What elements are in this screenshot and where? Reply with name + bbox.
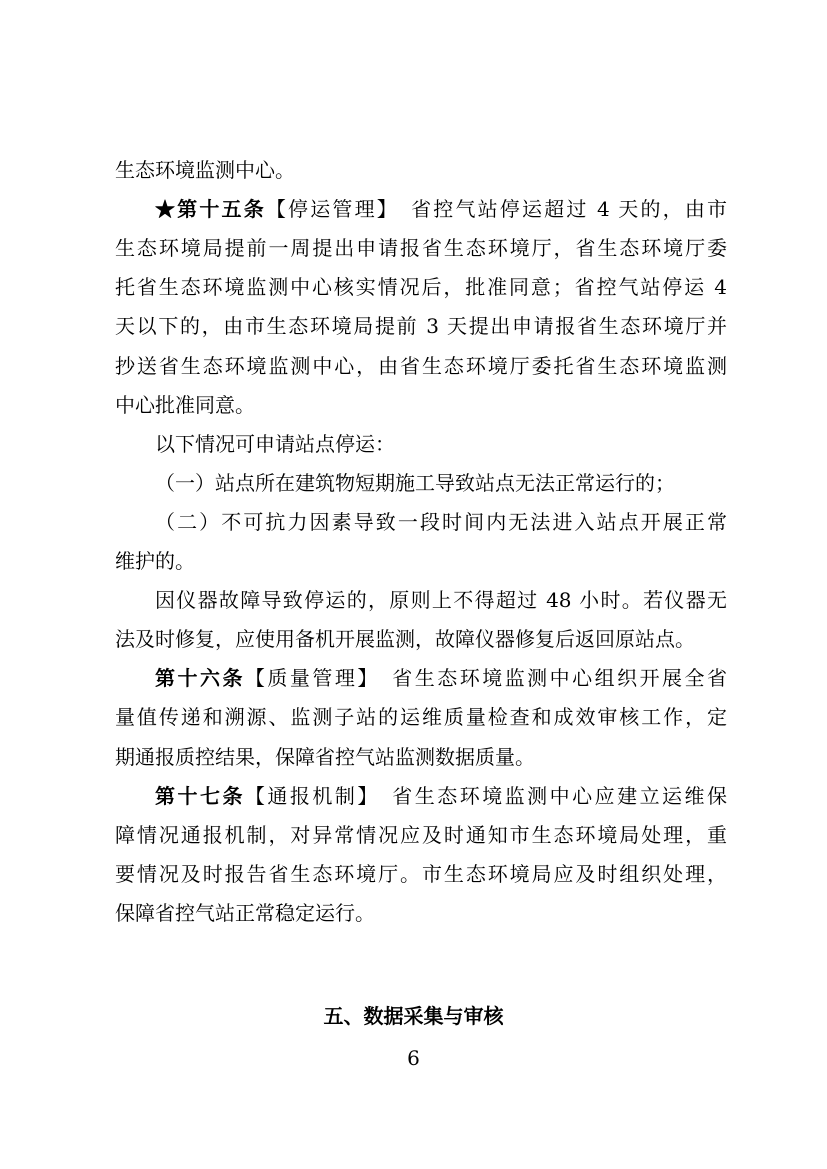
line-text: 以下情况可申请站点停运： bbox=[155, 431, 395, 456]
text-line bbox=[115, 862, 727, 886]
line-text: 维护的。 bbox=[115, 549, 195, 573]
text-line bbox=[115, 158, 727, 182]
line-text: 因仪器故障导致停运的，原则上不得超过 48 小时。若仪器无 bbox=[155, 588, 727, 613]
article-number: 第十六条 bbox=[155, 666, 245, 691]
text-line bbox=[115, 627, 727, 651]
line-text: 中心批准同意。 bbox=[115, 392, 255, 417]
line-text: 托省生态环境监测中心核实情况后，批准同意；省控气站停运 4 bbox=[115, 275, 727, 300]
article-title: 【停运管理】 bbox=[265, 197, 389, 222]
section-heading: 五、数据采集与审核 bbox=[323, 1004, 504, 1028]
text-line bbox=[115, 549, 727, 573]
text-line bbox=[115, 901, 727, 925]
line-text: 量值传递和溯源、监测子站的运维质量检查和成效审核工作，定 bbox=[115, 705, 727, 730]
article-number: 第十七条 bbox=[155, 783, 245, 808]
text-line bbox=[115, 823, 727, 847]
line-text: 抄送省生态环境监测中心，由省生态环境厅委托省生态环境监测 bbox=[115, 353, 727, 378]
line-text: （二）不可抗力因素导致一段时间内无法进入站点开展正常 bbox=[155, 509, 727, 534]
article-title: 【质量管理】 bbox=[244, 666, 370, 691]
line-text: 障情况通报机制，对异常情况应及时通知市生态环境局处理，重 bbox=[115, 822, 727, 847]
article-number: ★第十五条 bbox=[155, 197, 266, 222]
text-line bbox=[155, 784, 727, 808]
text-line bbox=[115, 705, 727, 729]
line-text: 省生态环境监测中心应建立运维保 bbox=[369, 783, 728, 808]
line-text: 生态环境局提前一周提出申请报省生态环境厅，省生态环境厅委 bbox=[115, 236, 727, 261]
text-line bbox=[115, 236, 727, 260]
text-line bbox=[155, 588, 727, 612]
text-line bbox=[155, 432, 727, 456]
line-text: 省控气站停运超过 4 天的，由市 bbox=[388, 197, 728, 222]
line-text: 天以下的，由市生态环境局提前 3 天提出申请报省生态环境厅并 bbox=[115, 314, 727, 339]
line-text: 省生态环境监测中心组织开展全省 bbox=[369, 666, 728, 691]
text-line bbox=[155, 666, 727, 690]
text-line bbox=[115, 275, 727, 299]
text-line bbox=[115, 354, 727, 378]
text-line bbox=[115, 393, 727, 417]
line-text: 生态环境监测中心。 bbox=[115, 158, 295, 182]
line-text: （一）站点所在建筑物短期施工导致站点无法正常运行的； bbox=[155, 470, 675, 495]
text-line bbox=[155, 510, 727, 534]
line-text: 法及时修复，应使用备机开展监测，故障仪器修复后返回原站点。 bbox=[115, 627, 695, 652]
article-title: 【通报机制】 bbox=[244, 783, 370, 808]
text-line bbox=[155, 471, 727, 495]
line-text: 要情况及时报告省生态环境厅。市生态环境局应及时组织处理， bbox=[115, 861, 727, 886]
text-line bbox=[155, 197, 727, 221]
line-text: 保障省控气站正常稳定运行。 bbox=[115, 900, 375, 925]
line-text: 期通报质控结果，保障省控气站监测数据质量。 bbox=[115, 744, 535, 769]
text-line bbox=[115, 745, 727, 769]
text-line bbox=[115, 314, 727, 338]
page-number: 6 bbox=[407, 1046, 420, 1070]
